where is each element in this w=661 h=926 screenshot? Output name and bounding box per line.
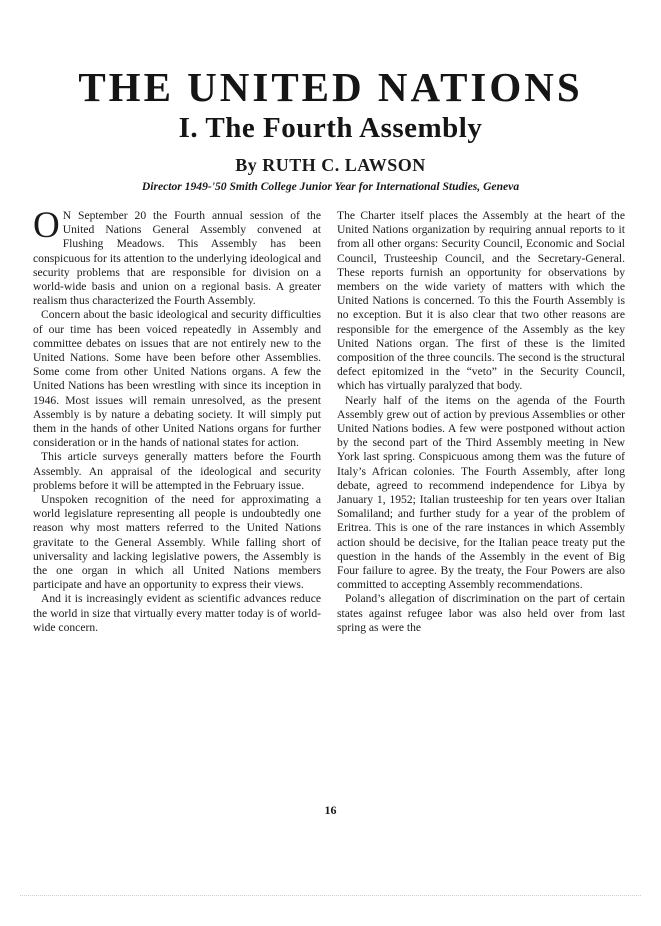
paragraph: The Charter itself places the Assembly at the heart of the United Nations organization by requiring annual reports to it from all other organs: Security Council, Economic and Social Council, Trusteeship Council, and the Secretary-General. These reports furnish an opportunity for observations by members on the wide variety of matters with which the United Nations is concerned. To this the Fourth Assembly is no exception. But it is also clear that two other reasons are responsible for the emergence of the Assembly as the key United Nations organ. The first of these is the limited composition of the three councils. The second is the structural defect epitomized in the “veto” in the Security Council, which has virtually paralyzed that body. (337, 209, 625, 393)
paragraph: Poland’s allegation of discrimination on the part of certain states against refugee labor was also held over from last spring as were the (337, 592, 625, 634)
paragraph: Concern about the basic ideological and security difficulties of our time has been voiced repeatedly in Assembly and committee debates on issues that are not entirely new to the United Nations. Some have been before other Assemblies. Some come from other United Nations organs. A few the United Nations has been wrestling with since its inception in 1946. Most issues will remain unresolved, as the present Assembly is by nature a debating society. It will simply put them in the hands of other United Nations organs for further consideration or in the hands of national states for action. (33, 308, 321, 450)
paragraph: This article surveys generally matters before the Fourth Assembly. An appraisal of the ideological and security problems before it will be attempted in the February issue. (33, 450, 321, 492)
paragraph (33, 205, 321, 308)
author-byline: By RUTH C. LAWSON (235, 155, 426, 175)
paragraph: And it is increasingly evident as scientific advances reduce the world in size that virtually every matter today is of world-wide concern. (33, 592, 321, 634)
paragraph: Unspoken recognition of the need for approximating a world legislature representing all people is undoubtedly one reason why most matters referred to the United Nations gravitate to the General Assembly. While falling short of universality and lacking legislative powers, the Assembly is the one organ in which all United Nations members participate and have an opportunity to express their views. (33, 493, 321, 592)
right-column (337, 209, 625, 635)
page-number: 16 (324, 803, 337, 817)
paragraph-text: N September 20 the Fourth annual session of the United Nations General Assembly convened at Flushing Meadows. This Assembly has been conspicuous for its attention to the underlying ideological and security problems that are responsible for division on a world-wide basis and union on a regional basis. A greater realism thus characterized the Fourth Assembly. (33, 209, 321, 308)
author-affiliation: Director 1949-'50 Smith College Junior Year for International Studies, Geneva (141, 180, 520, 193)
scan-border-divider (20, 895, 641, 896)
article-title: THE UNITED NATIONS (78, 64, 583, 110)
paragraph: Nearly half of the items on the agenda of the Fourth Assembly grew out of action by previous Assemblies or other United Nations bodies. A few were postponed without action by the second part of the Third Assembly meeting in New York last spring. Conspicuous among them was the future of Italy’s African colonies. The Fourth Assembly, after long debate, agreed to recommend independence for Libya by January 1, 1952; Italian trusteeship for ten years over Italian Somaliland; and further study for a year of the problem of Eritrea. This is one of the rare instances in which Assembly action should be decisive, for the Italian peace treaty put the question in the hands of the Assembly in the event of Big Four failure to agree. By the treaty, the Four Powers are also committed to accepting Assembly recommendations. (337, 393, 625, 592)
article-subtitle: I. The Fourth Assembly (178, 112, 483, 144)
drop-cap: O (33, 205, 60, 246)
left-column (33, 205, 321, 635)
